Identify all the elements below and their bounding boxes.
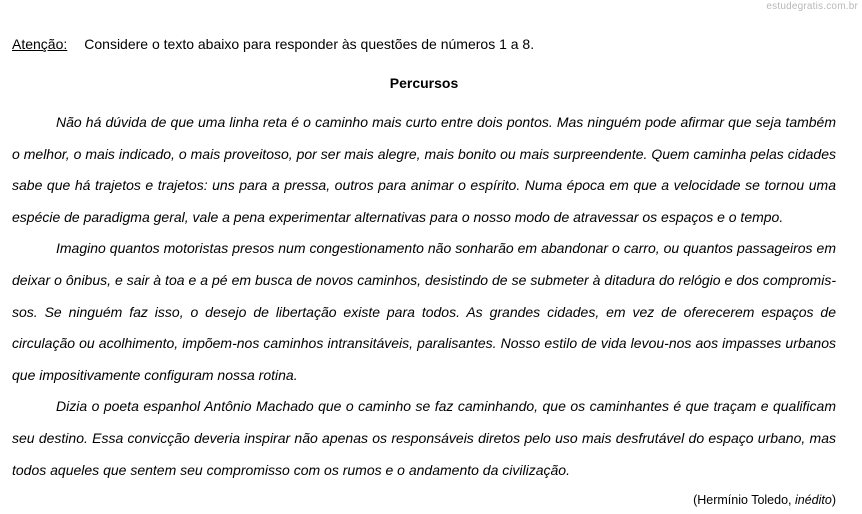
source-author: (Hermínio Toledo,: [693, 493, 795, 507]
attention-label: Atenção:: [12, 36, 68, 52]
text-title: Percursos: [389, 75, 459, 91]
paragraph-3: Dizia o poeta espanhol Antônio Machado que o caminho se faz caminhando, que os caminhantes é que traçam e qualificam seu destino. Essa convicção deveria inspirar não apenas os responsáveis diretos pelo uso mais desfrutável do espaço urbano, mas todos aqueles que sentem seu compromisso com os rumos e o andamento da civilização.: [12, 398, 836, 478]
paragraph-2: Imagino quantos motoristas presos num congestionamento não sonharão em abandonar o carro, ou quantos passageiros em deixar o ônibus, e sair à toa e a pé em busca de novos caminhos, desistindo de se submeter à ditadura do relógio e dos compromissos. Se ninguém faz isso, o desejo de libertação existe para todos. As grandes cidades, em vez de oferecerem espaços de circulação ou acolhimento, impõem-nos caminhos intransitáveis, paralisantes. Nosso estilo de vida levou-nos aos impasses urbanos que impositivamente configuram nossa rotina.: [12, 240, 836, 383]
paragraph-1: Não há dúvida de que uma linha reta é o caminho mais curto entre dois pontos. Mas ninguém pode afirmar que seja também o melhor, o mais indicado, o mais proveitoso, por ser mais alegre, mais bonito ou mais surpreendente. Quem caminha pelas cidades sabe que há trajetos e trajetos: uns para a pressa, outros para animar o espírito. Numa época em que a velocidade se tornou uma espécie de paradigma geral, vale a pena experimentar alternativas para o nosso modo de atravessar os espaços e o tempo.: [12, 114, 836, 225]
source-work: inédito: [794, 493, 832, 507]
passage-body: [12, 107, 836, 486]
source-close: ): [831, 493, 836, 507]
attention-text: Considere o texto abaixo para responder às questões de números 1 a 8.: [84, 36, 535, 52]
source-citation: [693, 492, 836, 508]
site-watermark: estudegratis.com.br: [766, 1, 858, 12]
attention-instruction: [12, 35, 534, 53]
